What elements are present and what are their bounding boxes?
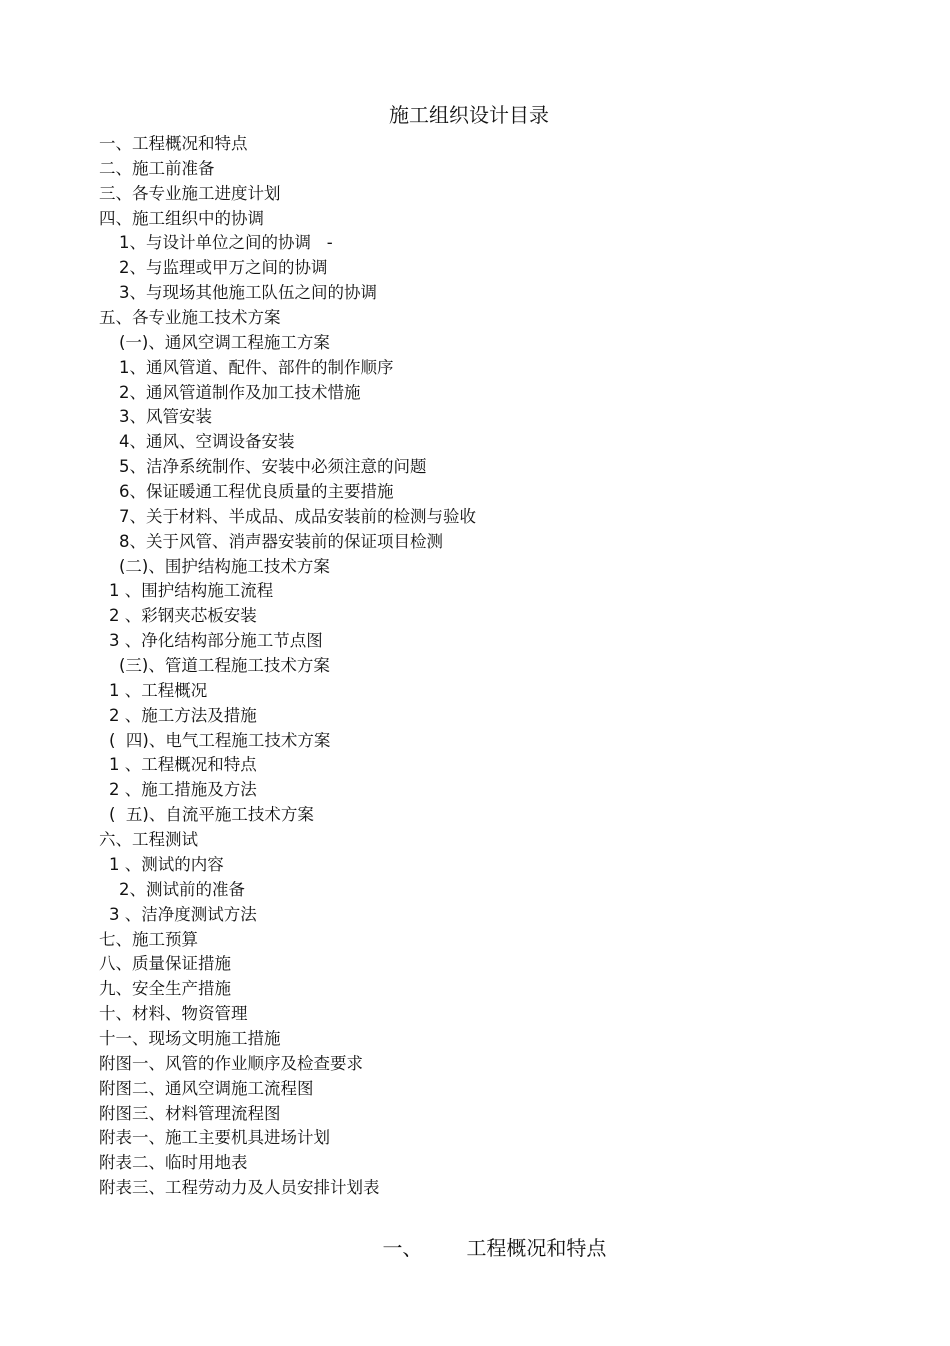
- toc-item[interactable]: 5、洁净系统制作、安装中必须注意的问题: [119, 457, 427, 477]
- toc-item[interactable]: 九、安全生产措施: [99, 979, 231, 999]
- toc-item[interactable]: 3 、净化结构部分施工节点图: [109, 631, 323, 651]
- toc-item[interactable]: 四、施工组织中的协调: [99, 208, 264, 228]
- toc-item[interactable]: 一、工程概况和特点: [99, 134, 248, 153]
- toc-item[interactable]: 2、测试前的准备: [119, 879, 245, 899]
- toc-item[interactable]: 1 、工程概况和特点: [109, 755, 257, 775]
- toc-item[interactable]: 7、关于材料、半成品、成品安装前的检测与验收: [119, 506, 476, 526]
- toc-item[interactable]: 二、施工前准备: [99, 158, 215, 178]
- section-number: 一、: [382, 1236, 423, 1260]
- toc-item[interactable]: 五、各专业施工技术方案: [99, 308, 281, 328]
- toc-item[interactable]: 三、各专业施工进度计划: [99, 183, 281, 203]
- toc-item[interactable]: 2、与监理或甲万之间的协调: [119, 258, 328, 278]
- toc-item[interactable]: (三)、管道工程施工技术方案: [119, 656, 330, 676]
- toc-item[interactable]: 2 、施工措施及方法: [109, 780, 257, 800]
- toc-item[interactable]: 附表二、临时用地表: [99, 1153, 248, 1173]
- toc-item[interactable]: 附图一、风管的作业顺序及检查要求: [99, 1053, 363, 1073]
- toc-item[interactable]: 2 、彩钢夹芯板安装: [109, 606, 257, 626]
- toc-item[interactable]: 附表一、施工主要机具进场计划: [99, 1128, 330, 1148]
- toc-item[interactable]: 附图二、通风空调施工流程图: [99, 1078, 314, 1098]
- toc-item[interactable]: 八、质量保证措施: [99, 954, 231, 974]
- toc-item[interactable]: ( 四)、电气工程施工技术方案: [109, 730, 331, 750]
- toc-item[interactable]: (一)、通风空调工程施工方案: [119, 332, 330, 352]
- toc-item[interactable]: 七、施工预算: [99, 929, 198, 949]
- toc-item[interactable]: 2 、施工方法及措施: [109, 705, 257, 725]
- toc-item[interactable]: 1 、围护结构施工流程: [109, 581, 274, 601]
- toc-item[interactable]: 十一、现场文明施工措施: [99, 1028, 281, 1048]
- toc-item[interactable]: 附表三、工程劳动力及人员安排计划表: [99, 1178, 380, 1198]
- toc-item[interactable]: ( 五)、自流平施工技术方案: [109, 805, 314, 825]
- toc-item[interactable]: 3 、洁净度测试方法: [109, 904, 257, 924]
- page-title: 施工组织设计目录: [389, 103, 549, 127]
- section-title: 工程概况和特点: [466, 1236, 607, 1260]
- toc-item[interactable]: 1、通风管道、配件、部件的制作顺序: [119, 357, 394, 377]
- toc-item[interactable]: 附图三、材料管理流程图: [99, 1103, 281, 1123]
- toc-item[interactable]: 8、关于风管、消声器安装前的保证项目检测: [119, 531, 443, 551]
- section-heading: [357, 1203, 606, 1293]
- table-of-contents: [99, 132, 476, 1201]
- toc-item[interactable]: 2、通风管道制作及加工技术惜施: [119, 382, 361, 402]
- toc-item[interactable]: 十、材料、物资管理: [99, 1004, 248, 1024]
- toc-item[interactable]: 3、风管安装: [119, 407, 212, 427]
- toc-item[interactable]: 3、与现场其他施工队伍之间的协调: [119, 283, 377, 303]
- toc-item[interactable]: (二)、围护结构施工技术方案: [119, 556, 330, 576]
- toc-item[interactable]: 1、与设计单位之间的协调 -: [119, 233, 333, 253]
- toc-item[interactable]: 1 、工程概况: [109, 680, 208, 700]
- toc-item[interactable]: 六、工程测试: [99, 830, 198, 850]
- toc-item[interactable]: 4、通风、空调设备安装: [119, 432, 295, 452]
- toc-item[interactable]: 1 、测试的内容: [109, 854, 224, 874]
- toc-item[interactable]: 6、保证暖通工程优良质量的主要措施: [119, 482, 394, 502]
